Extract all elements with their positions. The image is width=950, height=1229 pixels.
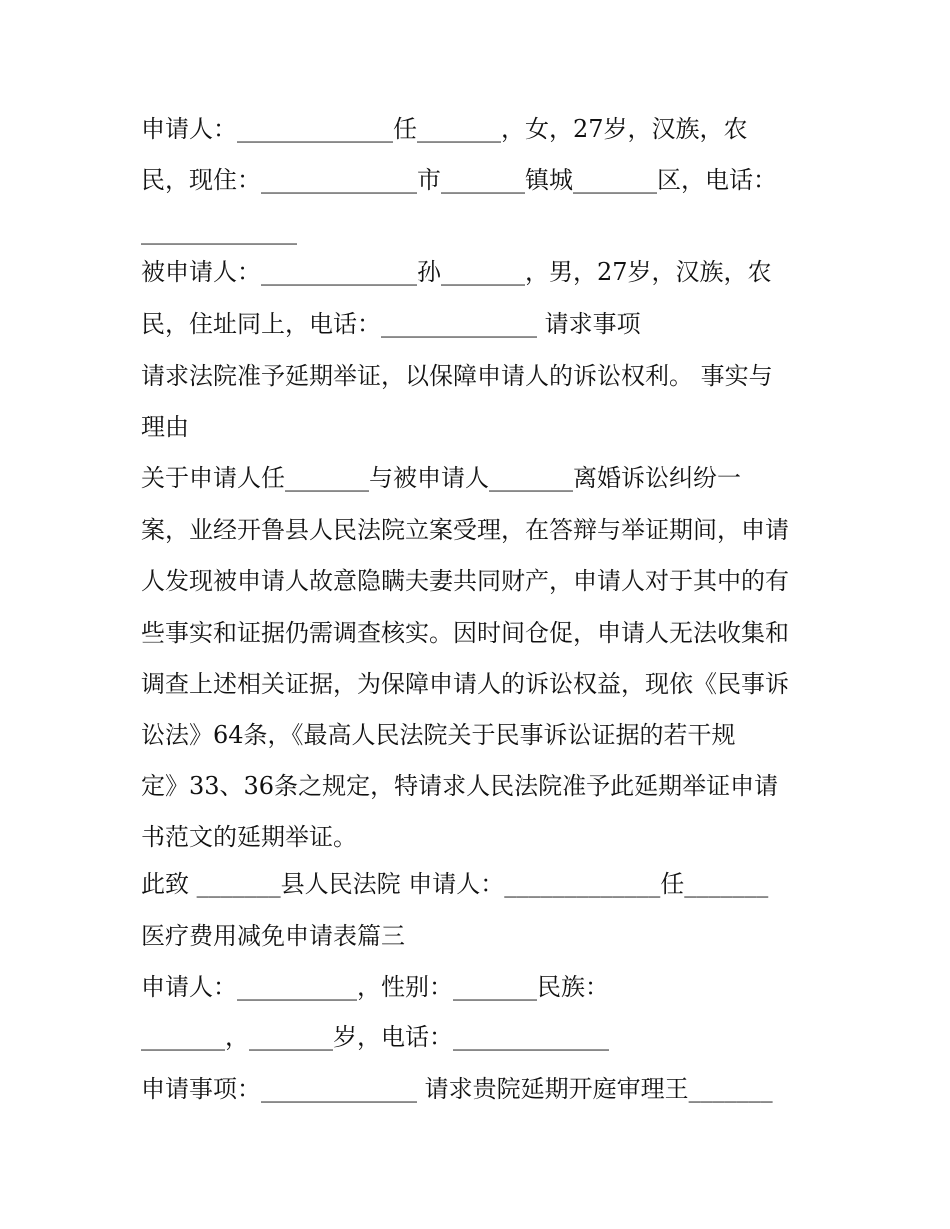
section-heading: 医疗费用减免申请表篇三 [141,922,405,950]
text-line: 讼法》64条，《最高人民法院关于民事诉讼证据的若干规 [141,721,736,749]
text-line: 关于申请人任_______与被申请人_______离婚诉讼纠纷一 [141,464,741,492]
text-line: _______，_______岁，电话：_____________ [141,1023,609,1051]
text-line: 书范文的延期举证。 [141,823,357,851]
text-line: 请求法院准予延期举证，以保障申请人的诉讼权利。 事实与 [141,362,773,390]
text-line: 申请人：__________，性别：_______民族： [141,973,609,1001]
text-line: 调查上述相关证据，为保障申请人的诉讼权益，现依《民事诉 [141,670,789,698]
text-line: 人发现被申请人故意隐瞒夫妻共同财产，申请人对于其中的有 [141,567,789,595]
text-line: 民，住址同上，电话：_____________ 请求事项 [141,310,641,338]
text-line: 申请事项：_____________ 请求贵院延期开庭审理王_______ [141,1075,773,1103]
text-line: 被申请人：_____________孙_______，男，27岁，汉族，农 [141,258,772,286]
text-line: _____________ [141,217,297,245]
text-line: 民，现住：_____________市_______镇城_______区，电话： [141,166,777,194]
text-line: 此致 _______县人民法院 申请人：_____________任_______ [141,870,769,898]
text-line: 理由 [141,413,189,441]
text-line: 申请人：_____________任_______，女，27岁，汉族，农 [141,115,748,143]
text-line: 些事实和证据仍需调查核实。因时间仓促，申请人无法收集和 [141,619,789,647]
text-line: 案，业经开鲁县人民法院立案受理，在答辩与举证期间，申请 [141,516,789,544]
text-line: 定》33、36条之规定，特请求人民法院准予此延期举证申请 [141,772,779,800]
